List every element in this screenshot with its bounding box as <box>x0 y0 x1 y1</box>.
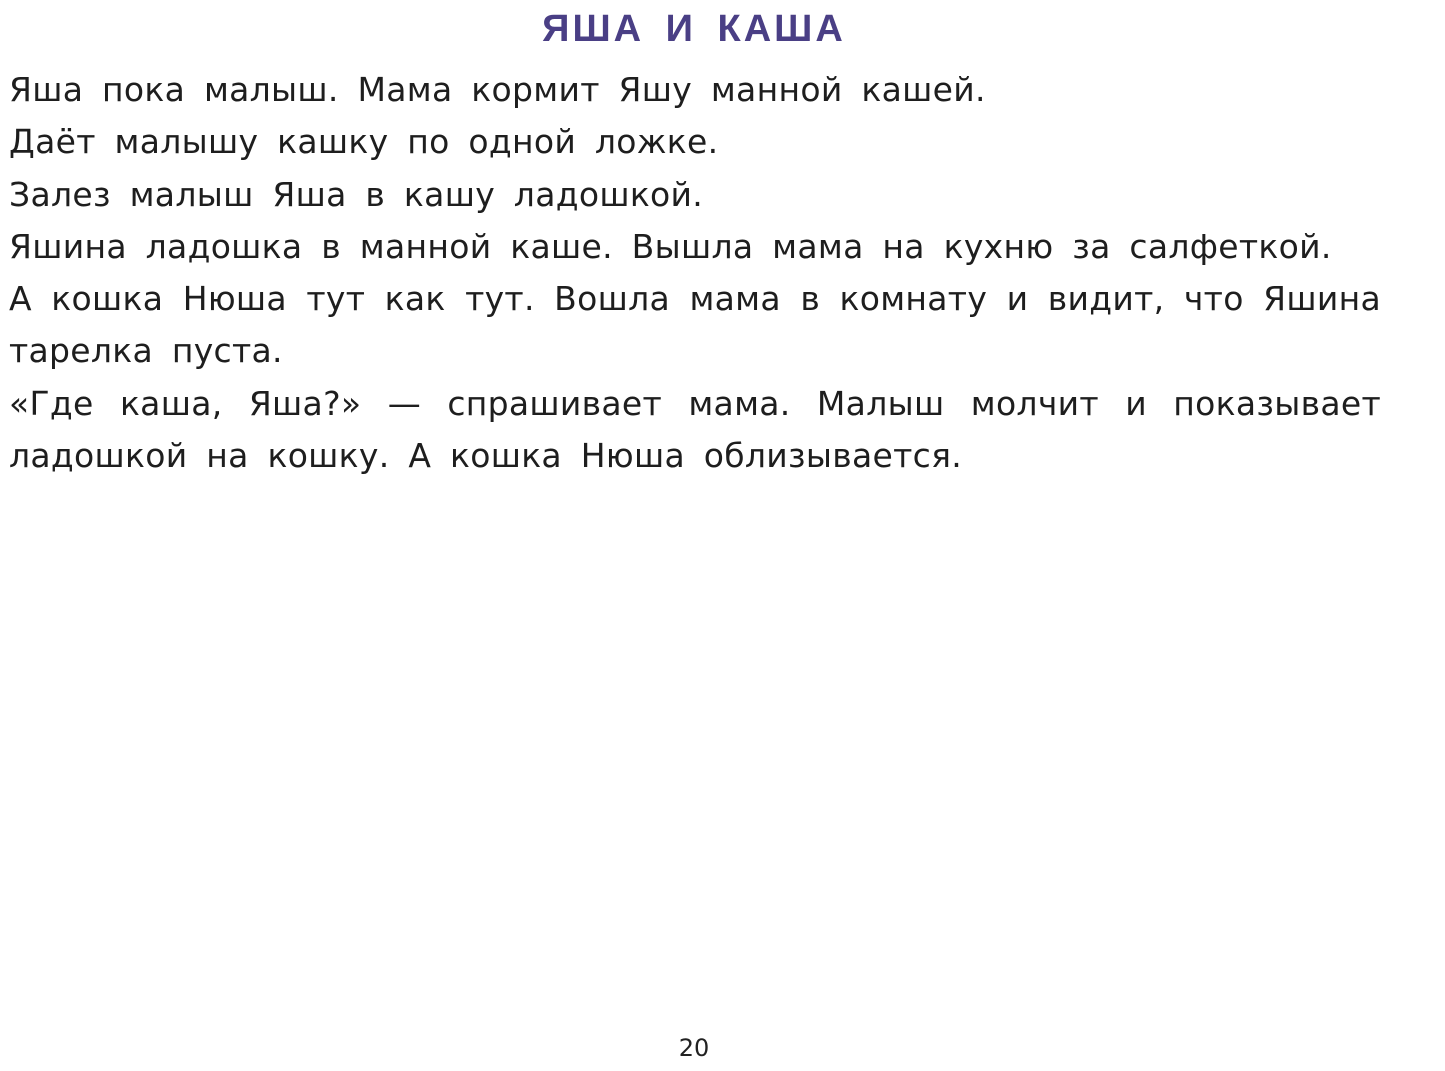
text-line: ладошкой на кошку. А кошка Нюша облизывается. <box>9 436 963 476</box>
page-number: 20 <box>678 1034 710 1062</box>
text-line: тарелка пуста. <box>9 331 283 371</box>
text-line: Яшина ладошка в манной каше. Вышла мама на кухню за салфеткой. <box>9 226 1332 266</box>
story-text <box>9 64 1381 482</box>
text-line: Даёт малышу кашку по одной ложке. <box>9 122 719 162</box>
text-line: Залез малыш Яша в кашу ладошкой. <box>9 174 704 214</box>
text-line: А кошка Нюша тут как тут. Вошла мама в комнату и видит, что Яшина <box>9 279 1381 319</box>
text-line: «Где каша, Яша?» — спрашивает мама. Малыш молчит и показывает <box>9 383 1381 423</box>
text-line: Яша пока малыш. Мама кормит Яшу манной кашей. <box>9 70 986 109</box>
story-title: ЯША И КАША <box>542 8 846 50</box>
